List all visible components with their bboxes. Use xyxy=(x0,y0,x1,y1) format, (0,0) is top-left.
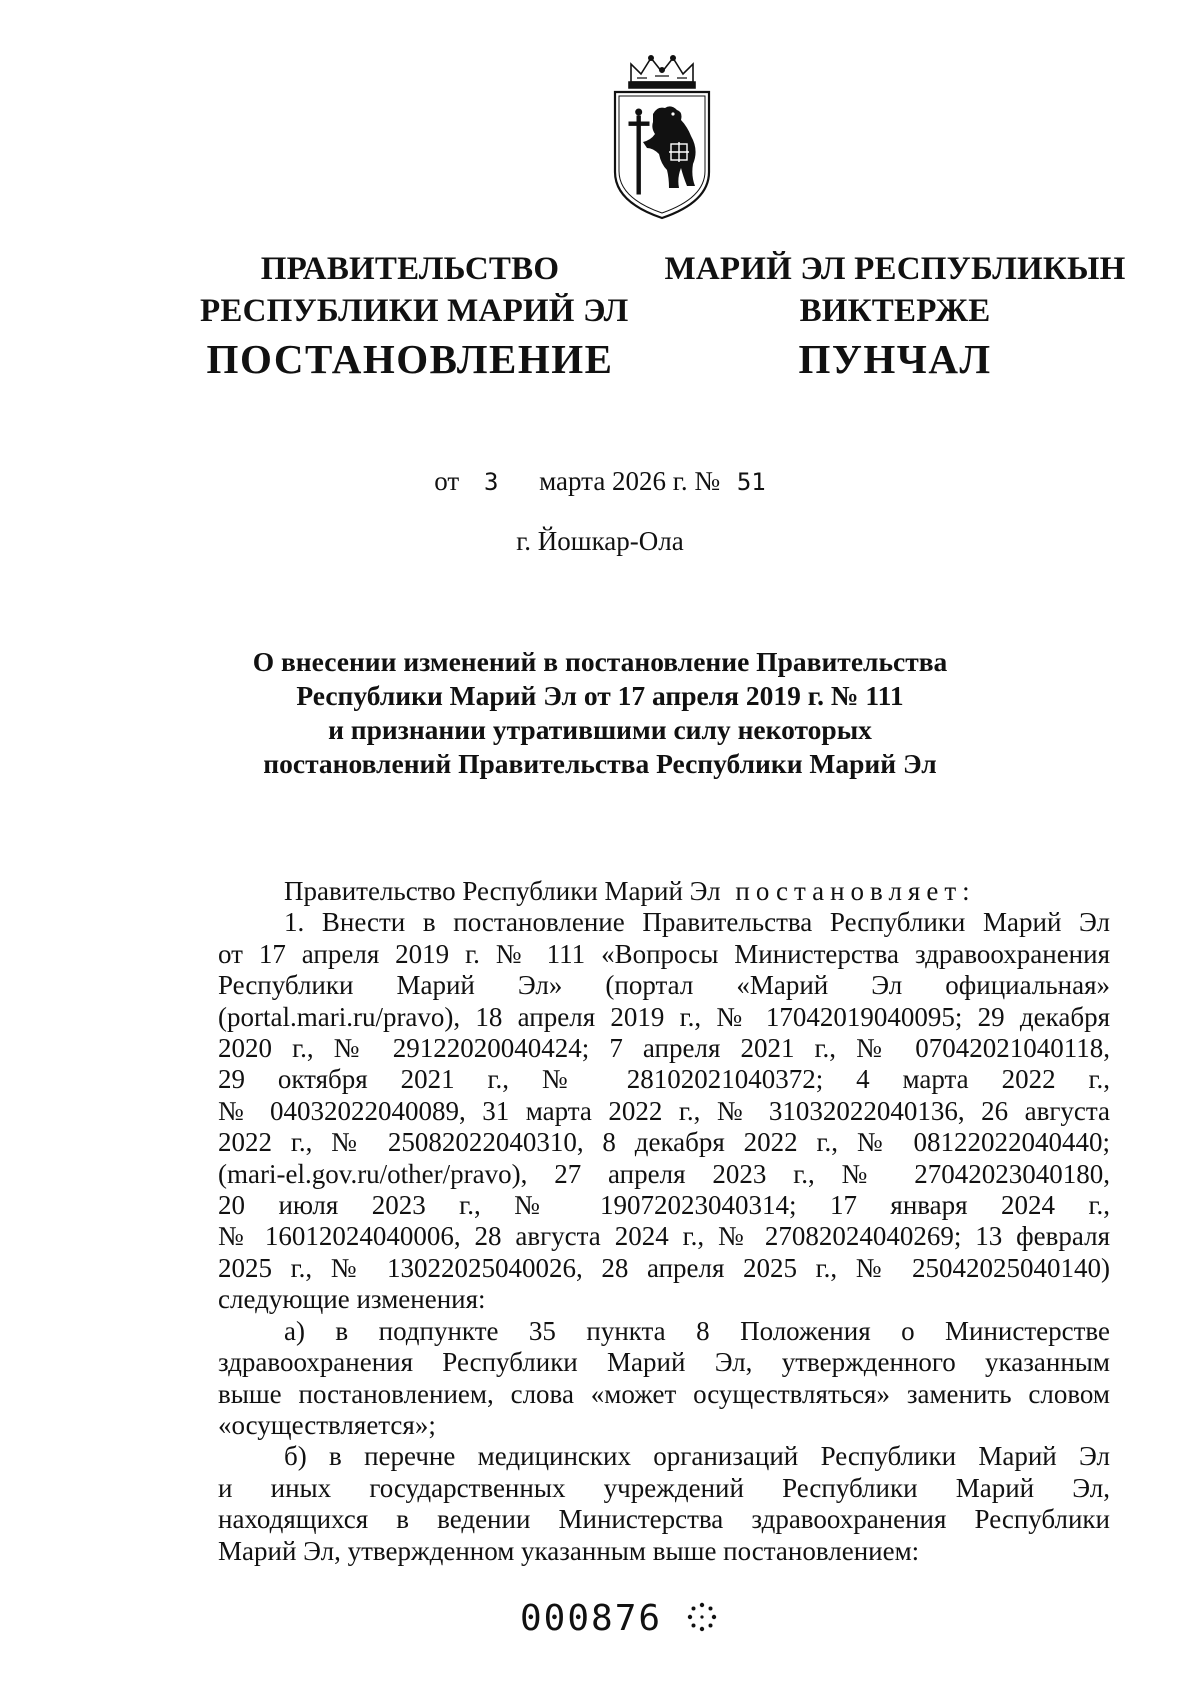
header-right-block xyxy=(660,248,1130,332)
paragraph-line: б) в перечне медицинских организаций Республики Марий Эл xyxy=(284,1441,1110,1472)
paragraph-line: и иных государственных учреждений Республики Марий Эл, xyxy=(218,1472,1110,1503)
document-body xyxy=(218,876,1110,1567)
serial-number: 000876 xyxy=(520,1598,663,1639)
paragraph-line: (portal.mari.ru/pravo), 18 апреля 2019 г., № 17042019040095; 29 декабря xyxy=(218,1001,1110,1032)
title-line: и признании утратившими силу некоторых xyxy=(328,714,872,745)
date-line xyxy=(0,466,1200,497)
paragraph-line: от 17 апреля 2019 г. № 111 «Вопросы Министерства здравоохранения xyxy=(218,938,1110,969)
preamble-spaced: постановляет: xyxy=(735,876,976,906)
date-prefix: от xyxy=(434,466,460,496)
date-day: 3 xyxy=(483,468,499,496)
title-line: О внесении изменений в постановление Правительства xyxy=(252,646,948,677)
paragraph-line: «осуществляется»; xyxy=(218,1409,436,1440)
coat-of-arms-emblem xyxy=(607,52,717,222)
header-right-line1: МАРИЙ ЭЛ РЕСПУБЛИКЫН xyxy=(664,251,1126,287)
date-number: 51 xyxy=(736,468,766,496)
header-left-line2: РЕСПУБЛИКИ МАРИЙ ЭЛ xyxy=(200,293,629,329)
paragraph-line: следующие изменения: xyxy=(218,1284,486,1315)
title-line: Республики Марий Эл от 17 апреля 2019 г. № 111 xyxy=(296,680,904,711)
city: г. Йошкар-Ола xyxy=(516,526,684,556)
paragraph-a xyxy=(218,1316,1110,1442)
paragraph-line: 2025 г., № 13022025040026, 28 апреля 2025 г., № 25042025040140) xyxy=(218,1252,1110,1283)
paragraph-line: № 04032022040089, 31 марта 2022 г., № 31032022040136, 26 августа xyxy=(218,1095,1110,1126)
paragraph-line: Марий Эл, утвержденном указанным выше постановлением: xyxy=(218,1535,920,1566)
paragraph-line: находящихся в ведении Министерства здравоохранения Республики xyxy=(218,1504,1110,1535)
paragraph-line: 2022 г., № 25082022040310, 8 декабря 2022 г., № 08122022040440; xyxy=(218,1127,1110,1158)
paragraph-line: выше постановлением, слова «может осуществляться» заменить словом xyxy=(218,1378,1110,1409)
doctype-right: ПУНЧАЛ xyxy=(798,336,992,382)
header-left-block xyxy=(200,248,629,332)
paragraph-line: а) в подпункте 35 пункта 8 Положения о Министерстве xyxy=(284,1315,1110,1346)
header-left-line1: ПРАВИТЕЛЬСТВО xyxy=(260,251,560,287)
preamble xyxy=(218,876,1110,907)
paragraph-b xyxy=(218,1441,1110,1567)
paragraph-1 xyxy=(218,907,1110,1315)
paragraph-line: 20 июля 2023 г., № 19072023040314; 17 января 2024 г., xyxy=(218,1190,1110,1221)
document-title xyxy=(190,645,1010,781)
paragraph-line: здравоохранения Республики Марий Эл, утвержденного указанным xyxy=(218,1347,1110,1378)
paragraph-line: Республики Марий Эл» (портал «Марий Эл официальная» xyxy=(218,970,1110,1001)
paragraph-line: (mari-el.gov.ru/other/pravo), 27 апреля 2023 г., № 27042023040180, xyxy=(218,1158,1110,1189)
date-month-year: марта 2026 г. № xyxy=(539,466,721,496)
paragraph-line: № 16012024040006, 28 августа 2024 г., № 27082024040269; 13 февраля xyxy=(218,1221,1110,1252)
preamble-text: Правительство Республики Марий Эл xyxy=(284,876,721,906)
paragraph-line: 1. Внести в постановление Правительства Республики Марий Эл xyxy=(284,907,1110,938)
paragraph-line: 29 октября 2021 г., № 28102021040372; 4 марта 2022 г., xyxy=(218,1064,1110,1095)
crown-icon xyxy=(629,56,695,88)
asterisk-mark-icon xyxy=(685,1600,719,1634)
header-right-line2: ВИКТЕРЖЕ xyxy=(799,293,991,329)
doctype-left: ПОСТАНОВЛЕНИЕ xyxy=(206,336,614,382)
title-line: постановлений Правительства Республики Марий Эл xyxy=(263,748,937,779)
paragraph-line: 2020 г., № 29122020040424; 7 апреля 2021 г., № 07042021040118, xyxy=(218,1033,1110,1064)
